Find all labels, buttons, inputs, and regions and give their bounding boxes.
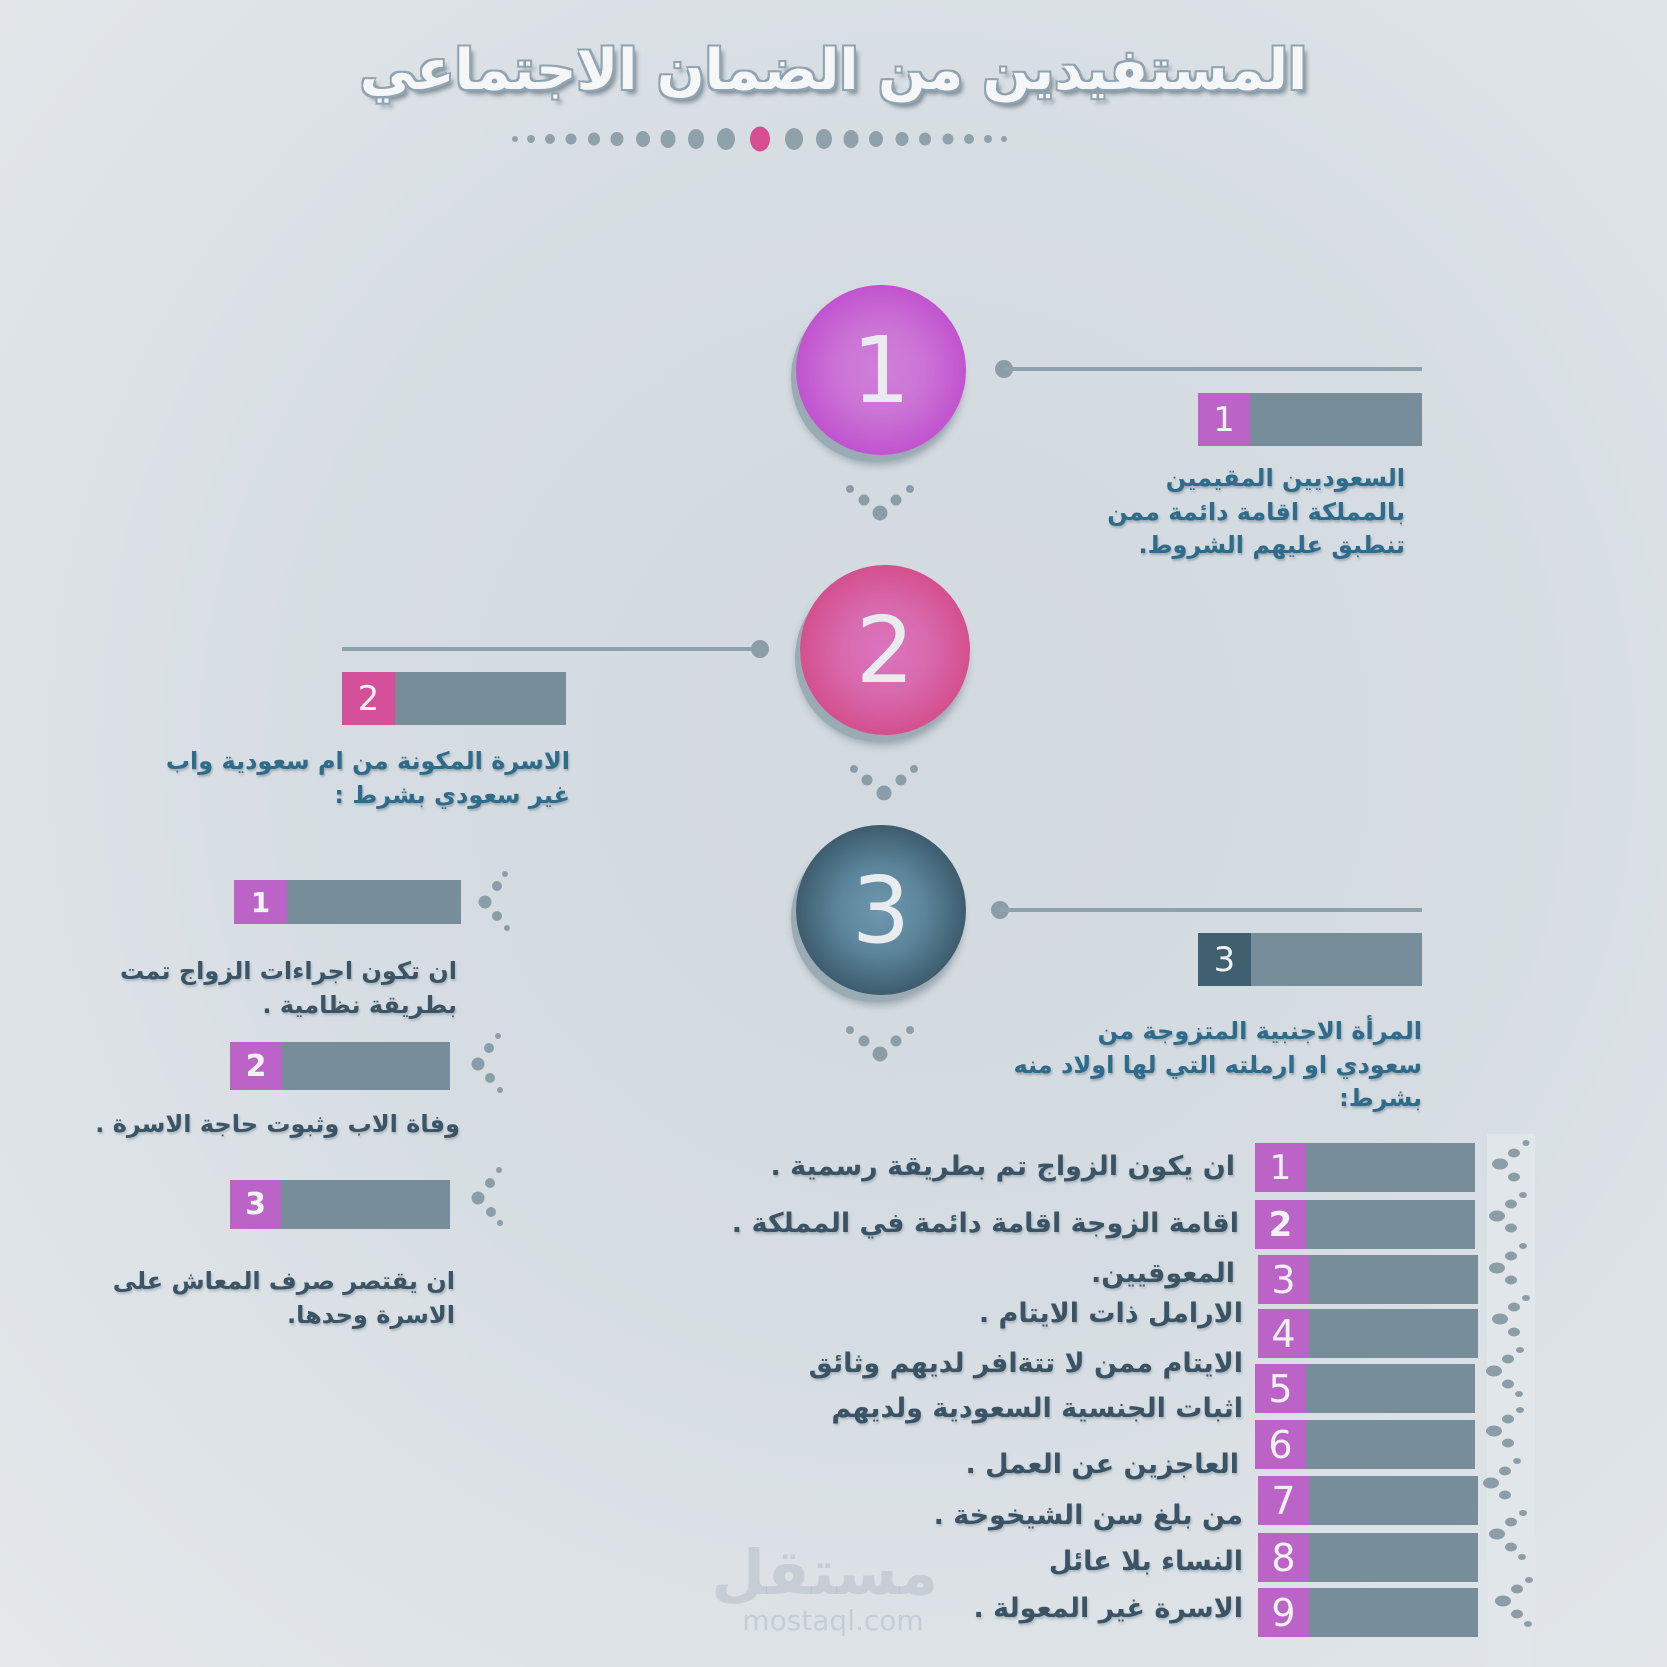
watermark-arabic: مستقل <box>711 1536 938 1609</box>
dot <box>1489 1529 1505 1540</box>
dot <box>1518 1554 1526 1560</box>
progress-dot <box>611 132 624 146</box>
progress-dot <box>566 134 577 145</box>
list-item-badge-8 <box>1258 1533 1478 1582</box>
progress-dot-active <box>750 127 770 152</box>
dot <box>486 1207 496 1217</box>
dot <box>1492 1159 1508 1170</box>
list-item-text-7: من بلغ سن الشيخوخة . <box>933 1500 1243 1531</box>
condition-text-2-2: وفاة الاب وثبوت حاجة الاسرة . <box>95 1110 460 1138</box>
dot <box>1505 1200 1517 1209</box>
badge-number: 9 <box>1258 1588 1309 1637</box>
dot <box>1499 1467 1511 1476</box>
dot <box>1508 1328 1520 1337</box>
dot <box>1511 1585 1523 1594</box>
section-1-description: السعوديين المقيمين بالمملكة اقامة دائمة ممن تنطبق عليهم الشروط. <box>1107 464 1405 560</box>
dot <box>1524 1621 1532 1627</box>
list-item-text-1: ان يكون الزواج تم بطريقة رسمية . <box>770 1151 1235 1182</box>
dot <box>846 1026 854 1034</box>
dot <box>891 495 902 506</box>
dot <box>502 871 508 877</box>
dot <box>906 485 914 493</box>
progress-dot <box>984 135 992 143</box>
list-item-badge-9 <box>1258 1588 1478 1637</box>
dot <box>1513 1458 1521 1464</box>
list-item-badge-2 <box>1255 1200 1475 1249</box>
dot <box>1505 1276 1517 1285</box>
dot <box>1505 1252 1517 1261</box>
progress-dot <box>527 135 535 143</box>
dot <box>859 495 870 506</box>
section-2-description: الاسرة المكونة من ام سعودية واب غير سعودي بشرط : <box>165 747 570 809</box>
progress-dot <box>545 134 555 144</box>
dot <box>485 1073 495 1083</box>
progress-dot <box>869 131 883 147</box>
dot <box>1489 1263 1505 1274</box>
badge-number: 3 <box>230 1180 281 1229</box>
condition-badge-2-2 <box>230 1042 450 1090</box>
section-3-description: المرأة الاجنبية المتزوجة من سعودي او ارملته التي لها اولاد منه بشرط: <box>1013 1017 1422 1113</box>
dot <box>1483 1478 1499 1489</box>
dot <box>1525 1577 1533 1583</box>
badge-number: 1 <box>1255 1143 1306 1192</box>
badge-number: 2 <box>342 672 395 725</box>
dot <box>1508 1303 1520 1312</box>
dot <box>1505 1543 1517 1552</box>
badge-number: 7 <box>1258 1476 1309 1525</box>
section-badge-3 <box>1198 933 1422 986</box>
step-circle-1 <box>796 285 966 455</box>
dot <box>495 1033 501 1039</box>
badge-number: 1 <box>234 880 287 924</box>
dot <box>906 1026 914 1034</box>
list-item-badge-4 <box>1258 1309 1478 1358</box>
dot <box>1522 1295 1530 1301</box>
dot <box>862 775 873 786</box>
dot <box>1495 1596 1511 1607</box>
condition-badge-2-1 <box>234 880 461 924</box>
list-item-text-9: الاسرة غير المعولة . <box>973 1593 1243 1624</box>
badge-number: 2 <box>1255 1200 1306 1249</box>
dot <box>1502 1415 1514 1424</box>
list-item-badge-5 <box>1255 1364 1475 1413</box>
list-item-text-5a: الايتام ممن لا تتةافر لديهم وثائق <box>808 1348 1243 1379</box>
dot <box>1499 1491 1511 1500</box>
dot <box>891 1036 902 1047</box>
page-title: المستفيدين من الضمان الاجتماعي <box>359 38 1308 103</box>
progress-dot <box>919 133 931 146</box>
connector-line <box>342 647 760 651</box>
progress-dot <box>943 134 954 145</box>
progress-dot <box>896 132 909 146</box>
dot <box>1508 1149 1520 1158</box>
progress-dot <box>964 134 974 144</box>
dot <box>497 1087 503 1093</box>
step-circle-3 <box>796 825 966 995</box>
dot <box>1505 1518 1517 1527</box>
condition-text-2-3: ان يقتصر صرف المعاش على الاسرة وحدها. <box>112 1267 455 1329</box>
connector-dot <box>751 640 769 658</box>
list-item-badge-1 <box>1255 1143 1475 1192</box>
dot <box>859 1036 870 1047</box>
progress-dot <box>588 133 600 146</box>
list-item-badge-7 <box>1258 1476 1478 1525</box>
dot <box>492 881 502 891</box>
progress-dot <box>636 131 650 147</box>
progress-dot <box>688 129 704 149</box>
badge-number: 3 <box>1258 1255 1309 1304</box>
dot <box>846 485 854 493</box>
dot <box>1519 1243 1527 1249</box>
list-item-text-3: المعوقيين. <box>1091 1258 1235 1289</box>
badge-number: 8 <box>1258 1533 1309 1582</box>
badge-number: 4 <box>1258 1309 1309 1358</box>
dot <box>504 925 510 931</box>
dot <box>1516 1347 1524 1353</box>
progress-dot <box>661 130 676 148</box>
dot <box>1486 1426 1502 1437</box>
step-number: 3 <box>851 856 911 964</box>
dot <box>896 775 907 786</box>
dot <box>1515 1391 1523 1397</box>
dot <box>1511 1610 1523 1619</box>
watermark <box>711 1536 938 1637</box>
dot <box>1519 1192 1527 1198</box>
dot <box>850 765 858 773</box>
dot <box>1502 1380 1514 1389</box>
list-item-badge-6 <box>1255 1420 1475 1469</box>
progress-dot <box>816 129 832 149</box>
dot <box>873 506 888 521</box>
progress-dot <box>844 130 859 148</box>
list-item-text-2: اقامة الزوجة اقامة دائمة في المملكة . <box>731 1208 1239 1239</box>
progress-dot <box>1001 136 1007 142</box>
badge-number: 3 <box>1198 933 1251 986</box>
dot <box>472 1058 485 1071</box>
dot <box>485 1178 495 1188</box>
progress-dot <box>785 128 803 150</box>
connector-line <box>1000 908 1422 912</box>
dot <box>1523 1140 1530 1146</box>
dot <box>492 911 502 921</box>
badge-number: 6 <box>1255 1420 1306 1469</box>
dot <box>910 765 918 773</box>
watermark-latin: mostaql.com <box>742 1604 924 1637</box>
connector-line <box>1004 367 1422 371</box>
list-item-text-8: النساء بلا عائل <box>1048 1546 1243 1577</box>
list-item-text-5b: اثبات الجنسية السعودية ولديهم <box>831 1393 1243 1424</box>
dot <box>496 1167 502 1173</box>
dot <box>873 1047 888 1062</box>
dot <box>472 1192 485 1205</box>
dot <box>497 1220 503 1226</box>
step-circle-2 <box>800 565 970 735</box>
list-item-text-4: الارامل ذات الايتام . <box>978 1298 1243 1329</box>
dot <box>1519 1510 1527 1516</box>
list-item-text-6: العاجزين عن العمل . <box>965 1449 1239 1480</box>
condition-badge-2-3 <box>230 1180 450 1229</box>
dot <box>1492 1314 1508 1325</box>
dot <box>479 896 492 909</box>
badge-number: 5 <box>1255 1364 1306 1413</box>
list-item-badge-3 <box>1258 1255 1478 1304</box>
dot <box>1502 1355 1514 1364</box>
dot <box>1516 1407 1524 1413</box>
section-badge-2 <box>342 672 566 725</box>
dot <box>1489 1211 1505 1222</box>
dot <box>1508 1173 1520 1182</box>
badge-number: 2 <box>230 1042 282 1090</box>
dot <box>1505 1224 1517 1233</box>
badge-number: 1 <box>1198 393 1250 446</box>
section-badge-1 <box>1198 393 1422 446</box>
dot <box>877 786 892 801</box>
condition-text-2-1: ان تكون اجراءات الزواج تمت بطريقة نظامية . <box>119 957 457 1019</box>
dot <box>1486 1366 1502 1377</box>
dot <box>484 1043 494 1053</box>
progress-dot <box>717 128 735 150</box>
dot <box>1502 1439 1514 1448</box>
progress-dot <box>512 136 518 142</box>
step-number: 1 <box>851 316 911 424</box>
step-number: 2 <box>855 596 915 704</box>
